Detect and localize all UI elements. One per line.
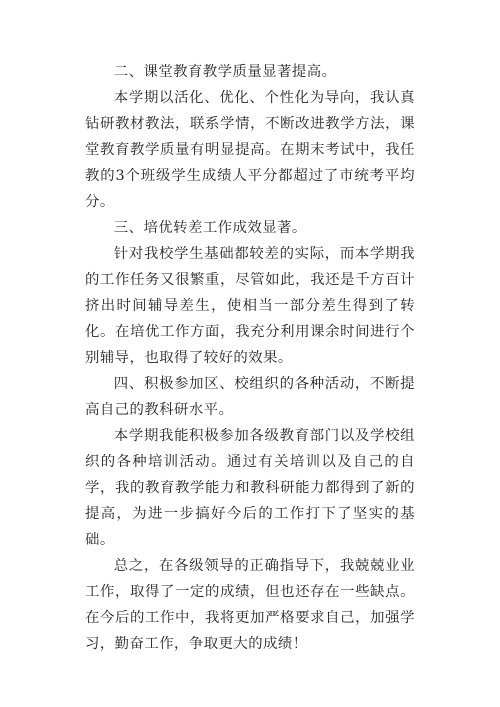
paragraph-activities: 本学期我能积极参加各级教育部门以及学校组织的各种培训活动。通过有关培训以及自己的自学，我的教育教学能力和教科研能力都得到了新的提高，为进一步搞好今后的工作打下了坚实的基础。 (85, 428, 415, 548)
paragraph-classroom-quality: 本学期以活化、优化、个性化为导向，我认真钻研教材教法，联系学情，不断改进教学方法，课堂教育教学质量有明显提高。在期末考试中，我任教的3个班级学生成绩人平分都超过了市统考平均分。 (85, 90, 415, 210)
section-heading-activities: 四、积极参加区、校组织的各种活动，不断提高自己的教科研水平。 (85, 376, 415, 418)
paragraph-conclusion: 总之，在各级领导的正确指导下，我兢兢业业工作，取得了一定的成绩，但也还存在一些缺点。在今后的工作中，我将更加严格要求自己，加强学习，勤奋工作，争取更大的成绩！ (85, 558, 415, 652)
document-body (85, 59, 415, 657)
section-heading-tutoring: 三、培优转差工作成效显著。 (113, 220, 307, 236)
section-heading-classroom-quality: 二、课堂教育教学质量显著提高。 (113, 64, 337, 80)
paragraph-tutoring: 针对我校学生基础都较差的实际，而本学期我的工作任务又很繁重，尽管如此，我还是千方百计挤出时间辅导差生，使相当一部分差生得到了转化。在培优工作方面，我充分利用课余时间进行个别辅导，也取得了较好的效果。 (85, 246, 415, 366)
